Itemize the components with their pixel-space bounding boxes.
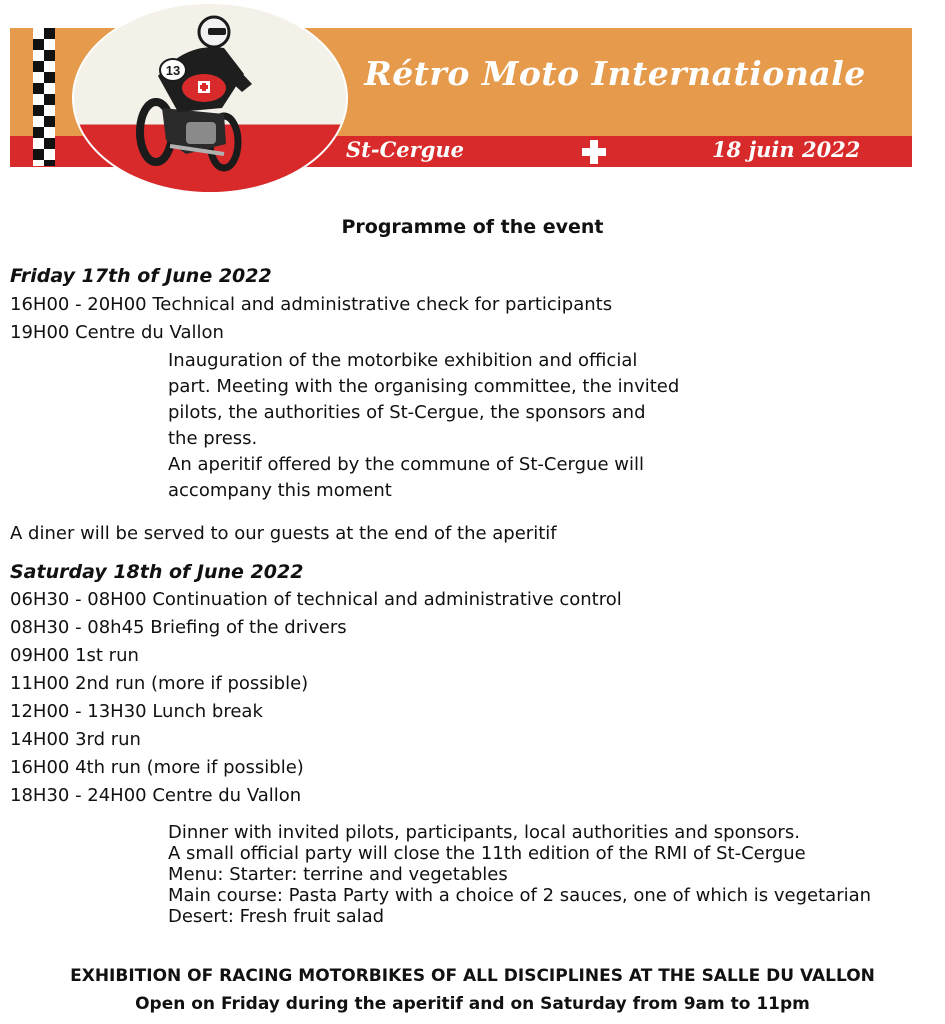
saturday-title: Saturday 18th of June 2022 [10, 561, 304, 583]
saturday-line: 09H00 1st run [10, 645, 139, 666]
friday-closing: A diner will be served to our guests at the end of the aperitif [10, 523, 557, 544]
saturday-line: 18H30 - 24H00 Centre du Vallon [10, 785, 302, 806]
saturday-line: 14H00 3rd run [10, 729, 141, 750]
bike-number-plate: 13 [165, 63, 181, 78]
friday-detail: part. Meeting with the organising committee, the invited [168, 376, 680, 397]
saturday-detail: Menu: Starter: terrine and vegetables [168, 864, 508, 885]
programme-heading: Programme of the event [341, 216, 604, 238]
event-place: St-Cergue [346, 137, 465, 162]
saturday-line: 16H00 4th run (more if possible) [10, 757, 304, 778]
saturday-line: 06H30 - 08H00 Continuation of technical and administrative control [10, 589, 622, 610]
event-title: Rétro Moto Internationale [364, 54, 866, 93]
saturday-line: 08H30 - 08h45 Briefing of the drivers [10, 617, 347, 638]
saturday-detail: Dinner with invited pilots, participants, local authorities and sponsors. [168, 822, 800, 843]
rider-illustration [72, 2, 348, 194]
motorcycle-rider-icon [74, 4, 346, 192]
saturday-line: 11H00 2nd run (more if possible) [10, 673, 309, 694]
saturday-detail: Main course: Pasta Party with a choice of 2 sauces, one of which is vegetarian [168, 885, 872, 906]
event-banner [0, 0, 945, 195]
event-date: 18 juin 2022 [712, 137, 861, 162]
friday-detail: pilots, the authorities of St-Cergue, the sponsors and [168, 402, 646, 423]
exhibition-notice: EXHIBITION OF RACING MOTORBIKES OF ALL DISCIPLINES AT THE SALLE DU VALLON [70, 966, 875, 986]
friday-detail: the press. [168, 428, 258, 449]
friday-line: 16H00 - 20H00 Technical and administrative check for participants [10, 294, 613, 315]
friday-line: 19H00 Centre du Vallon [10, 322, 224, 343]
saturday-details [168, 822, 871, 927]
friday-detail: accompany this moment [168, 480, 392, 501]
opening-hours: Open on Friday during the aperitif and on Saturday from 9am to 11pm [135, 994, 810, 1014]
checkered-flag-strip [33, 28, 55, 166]
saturday-line: 12H00 - 13H30 Lunch break [10, 701, 263, 722]
friday-detail: Inauguration of the motorbike exhibition and official [168, 350, 638, 371]
friday-detail: An aperitif offered by the commune of St-Cergue will [168, 454, 644, 475]
swiss-cross-icon [582, 140, 606, 164]
saturday-detail: Desert: Fresh fruit salad [168, 906, 385, 927]
friday-title: Friday 17th of June 2022 [10, 265, 272, 287]
saturday-detail: A small official party will close the 11th edition of the RMI of St-Cergue [168, 843, 806, 864]
